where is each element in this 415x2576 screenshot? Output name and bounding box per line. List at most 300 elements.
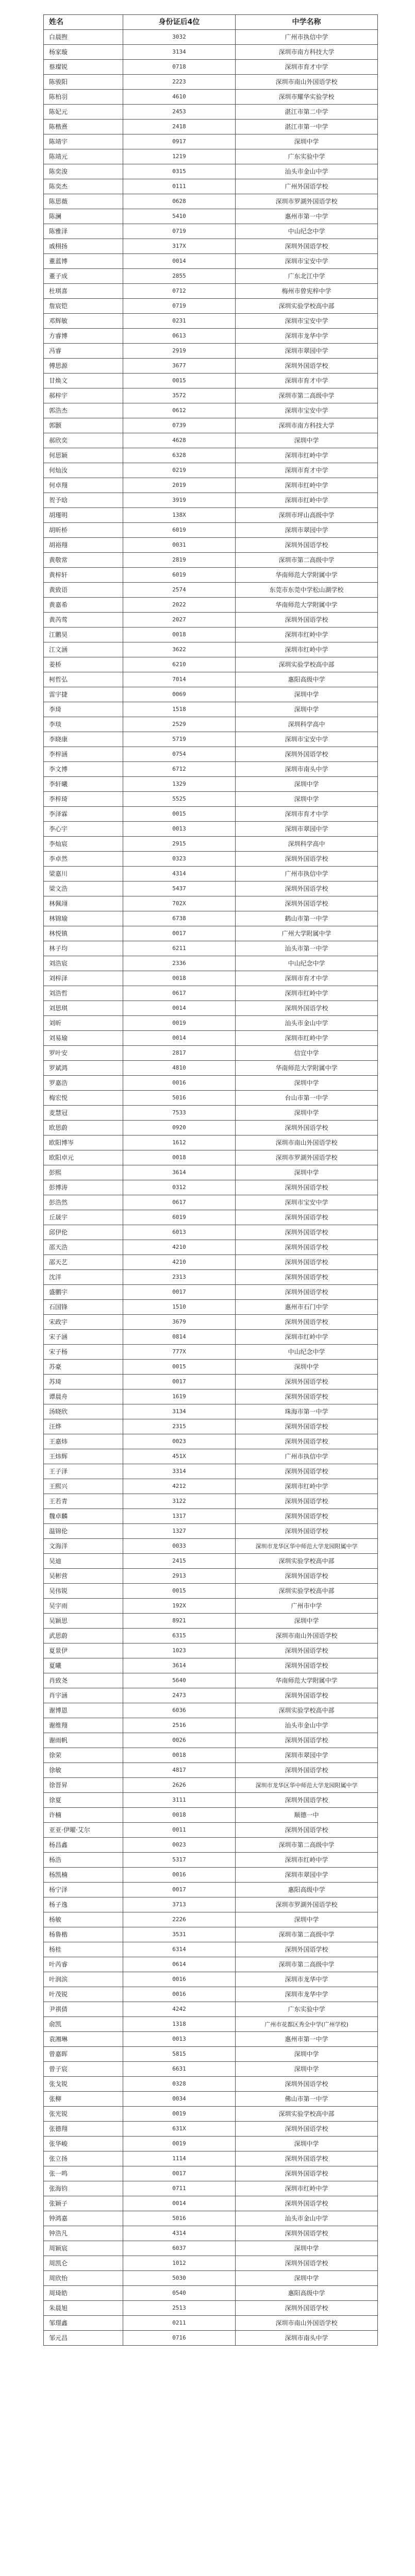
- table-row: [44, 90, 378, 105]
- school-name-cell: 深圳外国语学校: [236, 896, 378, 911]
- table-row: [44, 583, 378, 598]
- school-name-cell: 深圳市红岭中学: [236, 1330, 378, 1345]
- student-name-cell: 谢雨帆: [44, 1733, 123, 1748]
- id-suffix-cell: 1318: [123, 2017, 236, 2032]
- table-row: [44, 1016, 378, 1031]
- student-name-cell: 陈雅泽: [44, 224, 123, 239]
- school-name-cell: 深圳外国语学校: [236, 1255, 378, 1270]
- student-name-cell: 李灿宸: [44, 837, 123, 852]
- school-name-cell: 信宜中学: [236, 1046, 378, 1061]
- student-name-cell: 张德翔: [44, 2122, 123, 2137]
- school-name-cell: 深圳市罗湖外国语学校: [236, 1150, 378, 1165]
- table-row: [44, 1599, 378, 1614]
- table-row: [44, 1569, 378, 1584]
- id-suffix-cell: 0014: [123, 2196, 236, 2211]
- header-name: 姓名: [44, 15, 123, 30]
- school-name-cell: 东莞市东莞中学松山湖学校: [236, 583, 378, 598]
- student-name-cell: 宋子涵: [44, 1330, 123, 1345]
- table-row: [44, 1165, 378, 1180]
- table-row: [44, 2316, 378, 2331]
- id-suffix-cell: 0015: [123, 374, 236, 388]
- table-row: [44, 1838, 378, 1853]
- table-row: [44, 896, 378, 911]
- school-name-cell: 湛江市第一中学: [236, 120, 378, 134]
- student-name-cell: 陈澜: [44, 209, 123, 224]
- student-name-cell: 张柳: [44, 2092, 123, 2107]
- id-suffix-cell: 192X: [123, 1599, 236, 1614]
- table-row: [44, 747, 378, 762]
- table-row: [44, 1614, 378, 1629]
- table-row: [44, 2271, 378, 2286]
- school-name-cell: 深圳中学: [236, 134, 378, 149]
- student-name-cell: 何思颖: [44, 448, 123, 463]
- student-name-cell: 杨家璇: [44, 45, 123, 60]
- table-row: [44, 657, 378, 672]
- student-name-cell: 谢博恩: [44, 1703, 123, 1718]
- table-row: [44, 762, 378, 777]
- school-name-cell: 深圳市第二高级中学: [236, 1838, 378, 1853]
- student-name-cell: 刘浩哲: [44, 986, 123, 1001]
- school-name-cell: 深圳实验学校高中部: [236, 1584, 378, 1599]
- table-row: [44, 1927, 378, 1942]
- student-name-cell: 温锦伦: [44, 1524, 123, 1539]
- table-row: [44, 1121, 378, 1136]
- id-suffix-cell: 3572: [123, 388, 236, 403]
- school-name-cell: 顺德一中: [236, 1808, 378, 1823]
- table-row: [44, 1195, 378, 1210]
- id-suffix-cell: 0026: [123, 1733, 236, 1748]
- school-name-cell: 深圳中学: [236, 702, 378, 717]
- table-row: [44, 1494, 378, 1509]
- student-name-cell: 武思蔚: [44, 1629, 123, 1643]
- id-suffix-cell: 0017: [123, 1883, 236, 1897]
- school-name-cell: 惠阳高级中学: [236, 1883, 378, 1897]
- id-suffix-cell: 2313: [123, 1270, 236, 1285]
- table-row: [44, 2032, 378, 2047]
- student-name-cell: 江鹏昊: [44, 628, 123, 642]
- table-row: [44, 209, 378, 224]
- student-name-cell: 何卓翔: [44, 478, 123, 493]
- school-name-cell: 深圳实验学校高中部: [236, 1554, 378, 1569]
- student-name-cell: 邓辉敏: [44, 314, 123, 329]
- table-row: [44, 2331, 378, 2346]
- id-suffix-cell: 3134: [123, 45, 236, 60]
- student-name-cell: 林佩翊: [44, 896, 123, 911]
- student-name-cell: 石国锋: [44, 1300, 123, 1315]
- id-suffix-cell: 0718: [123, 60, 236, 75]
- school-name-cell: 汕头市金山中学: [236, 164, 378, 179]
- id-suffix-cell: 0814: [123, 1330, 236, 1345]
- student-name-cell: 欧阳博岑: [44, 1136, 123, 1150]
- table-row: [44, 149, 378, 164]
- header-school: 中学名称: [236, 15, 378, 30]
- student-name-cell: 杨昌鑫: [44, 1838, 123, 1853]
- table-row: [44, 1987, 378, 2002]
- school-name-cell: 台山市第一中学: [236, 1091, 378, 1106]
- id-suffix-cell: 0719: [123, 299, 236, 314]
- table-row: [44, 1106, 378, 1121]
- school-name-cell: 深圳市红岭中学: [236, 493, 378, 508]
- table-row: [44, 598, 378, 613]
- id-suffix-cell: 777X: [123, 1345, 236, 1360]
- id-suffix-cell: 4210: [123, 1240, 236, 1255]
- table-row: [44, 672, 378, 687]
- student-name-cell: 蔡璨锐: [44, 60, 123, 75]
- school-name-cell: 中山纪念中学: [236, 224, 378, 239]
- id-suffix-cell: 1510: [123, 1300, 236, 1315]
- school-name-cell: 深圳外国语学校: [236, 2122, 378, 2137]
- school-name-cell: 深圳外国语学校: [236, 1464, 378, 1479]
- table-row: [44, 822, 378, 837]
- id-suffix-cell: 6712: [123, 762, 236, 777]
- table-row: [44, 329, 378, 344]
- id-suffix-cell: 2913: [123, 1569, 236, 1584]
- table-row: [44, 1375, 378, 1389]
- id-suffix-cell: 0018: [123, 971, 236, 986]
- student-name-cell: 张光锐: [44, 2107, 123, 2122]
- table-row: [44, 493, 378, 508]
- student-name-cell: 周琦皓: [44, 2286, 123, 2301]
- school-name-cell: 深圳市龙华区华中师范大学龙园附属中学: [236, 1778, 378, 1793]
- school-name-cell: 深圳外国语学校: [236, 2077, 378, 2092]
- table-row: [44, 553, 378, 568]
- student-name-cell: 杨子逸: [44, 1897, 123, 1912]
- student-name-cell: 尹祺倩: [44, 2002, 123, 2017]
- table-row: [44, 1539, 378, 1554]
- student-name-cell: 傅思源: [44, 359, 123, 374]
- school-name-cell: 深圳外国语学校: [236, 1569, 378, 1584]
- table-row: [44, 926, 378, 941]
- table-row: [44, 60, 378, 75]
- student-name-cell: 方睿博: [44, 329, 123, 344]
- school-name-cell: 深圳市南头中学: [236, 762, 378, 777]
- student-name-cell: 刘浩宸: [44, 956, 123, 971]
- id-suffix-cell: 4212: [123, 1479, 236, 1494]
- school-name-cell: 深圳外国语学校: [236, 1270, 378, 1285]
- id-suffix-cell: 2315: [123, 1419, 236, 1434]
- id-suffix-cell: 6037: [123, 2241, 236, 2256]
- id-suffix-cell: 2415: [123, 1554, 236, 1569]
- school-name-cell: 深圳市宝安中学: [236, 1195, 378, 1210]
- id-suffix-cell: 6019: [123, 568, 236, 583]
- school-name-cell: 深圳中学: [236, 2062, 378, 2077]
- table-row: [44, 1793, 378, 1808]
- student-name-cell: 苏豪: [44, 1360, 123, 1375]
- school-name-cell: 惠阳高级中学: [236, 2286, 378, 2301]
- student-name-cell: 戚栩扬: [44, 239, 123, 254]
- table-row: [44, 1001, 378, 1016]
- id-suffix-cell: 1317: [123, 1509, 236, 1524]
- school-name-cell: 珠海市第一中学: [236, 1404, 378, 1419]
- table-row: [44, 2166, 378, 2181]
- student-name-cell: 张立扬: [44, 2151, 123, 2166]
- id-suffix-cell: 6019: [123, 1210, 236, 1225]
- id-suffix-cell: 0017: [123, 926, 236, 941]
- student-name-cell: 曾子宸: [44, 2062, 123, 2077]
- school-name-cell: 深圳外国语学校: [236, 747, 378, 762]
- school-name-cell: 深圳中学: [236, 792, 378, 807]
- id-suffix-cell: 2919: [123, 344, 236, 359]
- id-suffix-cell: 0917: [123, 134, 236, 149]
- student-name-cell: 叶芮睿: [44, 1957, 123, 1972]
- id-suffix-cell: 3134: [123, 1404, 236, 1419]
- table-row: [44, 807, 378, 822]
- school-name-cell: 深圳中学: [236, 1076, 378, 1091]
- student-name-cell: 雷宇捷: [44, 687, 123, 702]
- student-name-cell: 何灿汝: [44, 463, 123, 478]
- student-name-cell: 周欣怡: [44, 2271, 123, 2286]
- id-suffix-cell: 5719: [123, 732, 236, 747]
- student-name-cell: 江文涵: [44, 642, 123, 657]
- student-name-cell: 叶茂锐: [44, 1987, 123, 2002]
- school-name-cell: 深圳市翠园中学: [236, 344, 378, 359]
- table-row: [44, 418, 378, 433]
- id-suffix-cell: 3677: [123, 359, 236, 374]
- student-name-cell: 钟浩凡: [44, 2226, 123, 2241]
- id-suffix-cell: 0613: [123, 329, 236, 344]
- student-name-cell: 杨浩: [44, 1853, 123, 1868]
- student-name-cell: 李文博: [44, 762, 123, 777]
- id-suffix-cell: 0011: [123, 1823, 236, 1838]
- table-row: [44, 1972, 378, 1987]
- table-row: [44, 1389, 378, 1404]
- table-row: [44, 852, 378, 867]
- school-name-cell: 深圳市坪山高级中学: [236, 508, 378, 523]
- school-name-cell: 深圳市宝安中学: [236, 732, 378, 747]
- student-name-cell: 刘易瑜: [44, 1031, 123, 1046]
- table-row: [44, 2151, 378, 2166]
- id-suffix-cell: 3614: [123, 1165, 236, 1180]
- table-row: [44, 1703, 378, 1718]
- table-row: [44, 2062, 378, 2077]
- student-roster-table: [43, 14, 378, 2346]
- student-name-cell: 陈奕浚: [44, 164, 123, 179]
- school-name-cell: 深圳中学: [236, 2241, 378, 2256]
- school-name-cell: 华南师范大学附属中学: [236, 1673, 378, 1688]
- table-row: [44, 837, 378, 852]
- school-name-cell: 广州市执信中学: [236, 1449, 378, 1464]
- student-name-cell: 郝梓宇: [44, 388, 123, 403]
- student-name-cell: 王若青: [44, 1494, 123, 1509]
- school-name-cell: 深圳市育才中学: [236, 807, 378, 822]
- table-row: [44, 1748, 378, 1763]
- school-name-cell: 深圳中学: [236, 777, 378, 792]
- id-suffix-cell: 6019: [123, 523, 236, 538]
- school-name-cell: 深圳科学高中: [236, 717, 378, 732]
- table-row: [44, 1180, 378, 1195]
- id-suffix-cell: 2819: [123, 553, 236, 568]
- id-suffix-cell: 0018: [123, 1808, 236, 1823]
- school-name-cell: 深圳外国语学校: [236, 2151, 378, 2166]
- id-suffix-cell: 2223: [123, 75, 236, 90]
- table-row: [44, 1509, 378, 1524]
- student-name-cell: 杨鲁楷: [44, 1927, 123, 1942]
- student-name-cell: 詹宸铠: [44, 299, 123, 314]
- table-row: [44, 1404, 378, 1419]
- table-row: [44, 1240, 378, 1255]
- table-row: [44, 134, 378, 149]
- school-name-cell: 深圳外国语学校: [236, 852, 378, 867]
- id-suffix-cell: 2513: [123, 2301, 236, 2316]
- student-name-cell: 黄梓轩: [44, 568, 123, 583]
- school-name-cell: 深圳市南方科技大学: [236, 418, 378, 433]
- student-name-cell: 董子成: [44, 269, 123, 284]
- student-name-cell: 姜桥: [44, 657, 123, 672]
- id-suffix-cell: 1023: [123, 1643, 236, 1658]
- school-name-cell: 深圳市龙华中学: [236, 329, 378, 344]
- school-name-cell: 深圳市红岭中学: [236, 986, 378, 1001]
- school-name-cell: 深圳外国语学校: [236, 1375, 378, 1389]
- id-suffix-cell: 2574: [123, 583, 236, 598]
- school-name-cell: 深圳市翠园中学: [236, 1868, 378, 1883]
- table-row: [44, 628, 378, 642]
- student-name-cell: 黄嘉希: [44, 598, 123, 613]
- school-name-cell: 深圳外国语学校: [236, 1823, 378, 1838]
- school-name-cell: 深圳市第二高级中学: [236, 1957, 378, 1972]
- school-name-cell: 深圳外国语学校: [236, 1225, 378, 1240]
- school-name-cell: 深圳实验学校高中部: [236, 299, 378, 314]
- student-name-cell: 杜琪喜: [44, 284, 123, 299]
- school-name-cell: 中山纪念中学: [236, 1345, 378, 1360]
- student-name-cell: 吴彬营: [44, 1569, 123, 1584]
- id-suffix-cell: 4610: [123, 90, 236, 105]
- table-row: [44, 1957, 378, 1972]
- school-name-cell: 深圳中学: [236, 687, 378, 702]
- school-name-cell: 广东实验中学: [236, 2002, 378, 2017]
- table-row: [44, 867, 378, 882]
- table-row: [44, 1658, 378, 1673]
- student-name-cell: 朱晨旭: [44, 2301, 123, 2316]
- student-name-cell: 欧阳卓元: [44, 1150, 123, 1165]
- id-suffix-cell: 3032: [123, 30, 236, 45]
- school-name-cell: 深圳外国语学校: [236, 1315, 378, 1330]
- school-name-cell: 深圳外国语学校: [236, 1001, 378, 1016]
- id-suffix-cell: 0628: [123, 194, 236, 209]
- school-name-cell: 深圳外国语学校: [236, 613, 378, 628]
- table-row: [44, 882, 378, 896]
- id-suffix-cell: 1114: [123, 2151, 236, 2166]
- id-suffix-cell: 2453: [123, 105, 236, 120]
- table-row: [44, 1554, 378, 1569]
- school-name-cell: 深圳外国语学校: [236, 2256, 378, 2271]
- school-name-cell: 深圳市翠园中学: [236, 1748, 378, 1763]
- table-row: [44, 2002, 378, 2017]
- table-row: [44, 1629, 378, 1643]
- student-name-cell: 林子均: [44, 941, 123, 956]
- student-name-cell: 李琦: [44, 702, 123, 717]
- student-name-cell: 胡瑾明: [44, 508, 123, 523]
- table-row: [44, 568, 378, 583]
- id-suffix-cell: 4314: [123, 867, 236, 882]
- school-name-cell: 深圳中学: [236, 2271, 378, 2286]
- school-name-cell: 深圳科学高中: [236, 837, 378, 852]
- student-name-cell: 邱伊伦: [44, 1225, 123, 1240]
- table-row: [44, 75, 378, 90]
- id-suffix-cell: 0211: [123, 2316, 236, 2331]
- school-name-cell: 深圳中学: [236, 1614, 378, 1629]
- student-name-cell: 刘思琪: [44, 1001, 123, 1016]
- id-suffix-cell: 0069: [123, 687, 236, 702]
- school-name-cell: 深圳外国语学校: [236, 882, 378, 896]
- table-row: [44, 1912, 378, 1927]
- table-row: [44, 2286, 378, 2301]
- table-row: [44, 1270, 378, 1285]
- student-name-cell: 张戈锐: [44, 2077, 123, 2092]
- table-row: [44, 1046, 378, 1061]
- id-suffix-cell: 6036: [123, 1703, 236, 1718]
- id-suffix-cell: 4210: [123, 1255, 236, 1270]
- student-name-cell: 许楠: [44, 1808, 123, 1823]
- school-name-cell: 中山纪念中学: [236, 956, 378, 971]
- id-suffix-cell: 1518: [123, 702, 236, 717]
- table-row: [44, 1942, 378, 1957]
- student-name-cell: 白晨煦: [44, 30, 123, 45]
- school-name-cell: 深圳中学: [236, 1360, 378, 1375]
- student-name-cell: 郝欣奕: [44, 433, 123, 448]
- school-name-cell: 深圳市育才中学: [236, 374, 378, 388]
- id-suffix-cell: 0739: [123, 418, 236, 433]
- student-name-cell: 苏琦: [44, 1375, 123, 1389]
- student-name-cell: 刘昕: [44, 1016, 123, 1031]
- table-row: [44, 105, 378, 120]
- school-name-cell: 深圳市龙华中学: [236, 1987, 378, 2002]
- id-suffix-cell: 0013: [123, 2032, 236, 2047]
- school-name-cell: 深圳市育才中学: [236, 60, 378, 75]
- student-name-cell: 罗叶安: [44, 1046, 123, 1061]
- school-name-cell: 深圳外国语学校: [236, 1524, 378, 1539]
- student-name-cell: 吴颖思: [44, 1614, 123, 1629]
- student-name-cell: 徐晋昇: [44, 1778, 123, 1793]
- id-suffix-cell: 5437: [123, 882, 236, 896]
- student-name-cell: 盛鹏宇: [44, 1285, 123, 1300]
- school-name-cell: 深圳实验学校高中部: [236, 1703, 378, 1718]
- id-suffix-cell: 2019: [123, 478, 236, 493]
- id-suffix-cell: 2516: [123, 1718, 236, 1733]
- school-name-cell: 惠州市石门中学: [236, 1300, 378, 1315]
- table-row: [44, 941, 378, 956]
- school-name-cell: 广州市中学: [236, 1599, 378, 1614]
- id-suffix-cell: 0016: [123, 1972, 236, 1987]
- table-row: [44, 508, 378, 523]
- id-suffix-cell: 0014: [123, 1031, 236, 1046]
- student-name-cell: 杨凯楠: [44, 1868, 123, 1883]
- school-name-cell: 深圳市宝安中学: [236, 314, 378, 329]
- school-name-cell: 深圳市龙华区华中师范大学龙园附属中学: [236, 1539, 378, 1554]
- school-name-cell: 深圳市红岭中学: [236, 478, 378, 493]
- table-row: [44, 2256, 378, 2271]
- student-name-cell: 张海钧: [44, 2181, 123, 2196]
- school-name-cell: 惠阳高级中学: [236, 672, 378, 687]
- id-suffix-cell: 2626: [123, 1778, 236, 1793]
- school-name-cell: 深圳市第二高级中学: [236, 1927, 378, 1942]
- table-row: [44, 2137, 378, 2151]
- id-suffix-cell: 5016: [123, 1091, 236, 1106]
- school-name-cell: 深圳市耀华实验学校: [236, 90, 378, 105]
- id-suffix-cell: 3622: [123, 642, 236, 657]
- table-row: [44, 1434, 378, 1449]
- table-row: [44, 1733, 378, 1748]
- id-suffix-cell: 0017: [123, 1375, 236, 1389]
- student-name-cell: 彭博涛: [44, 1180, 123, 1195]
- school-name-cell: 深圳市红岭中学: [236, 1853, 378, 1868]
- id-suffix-cell: 3111: [123, 1793, 236, 1808]
- table-row: [44, 1763, 378, 1778]
- table-row: [44, 1479, 378, 1494]
- student-name-cell: 罗嘉浩: [44, 1076, 123, 1091]
- student-name-cell: 邹元昌: [44, 2331, 123, 2346]
- table-row: [44, 254, 378, 269]
- table-row: [44, 1673, 378, 1688]
